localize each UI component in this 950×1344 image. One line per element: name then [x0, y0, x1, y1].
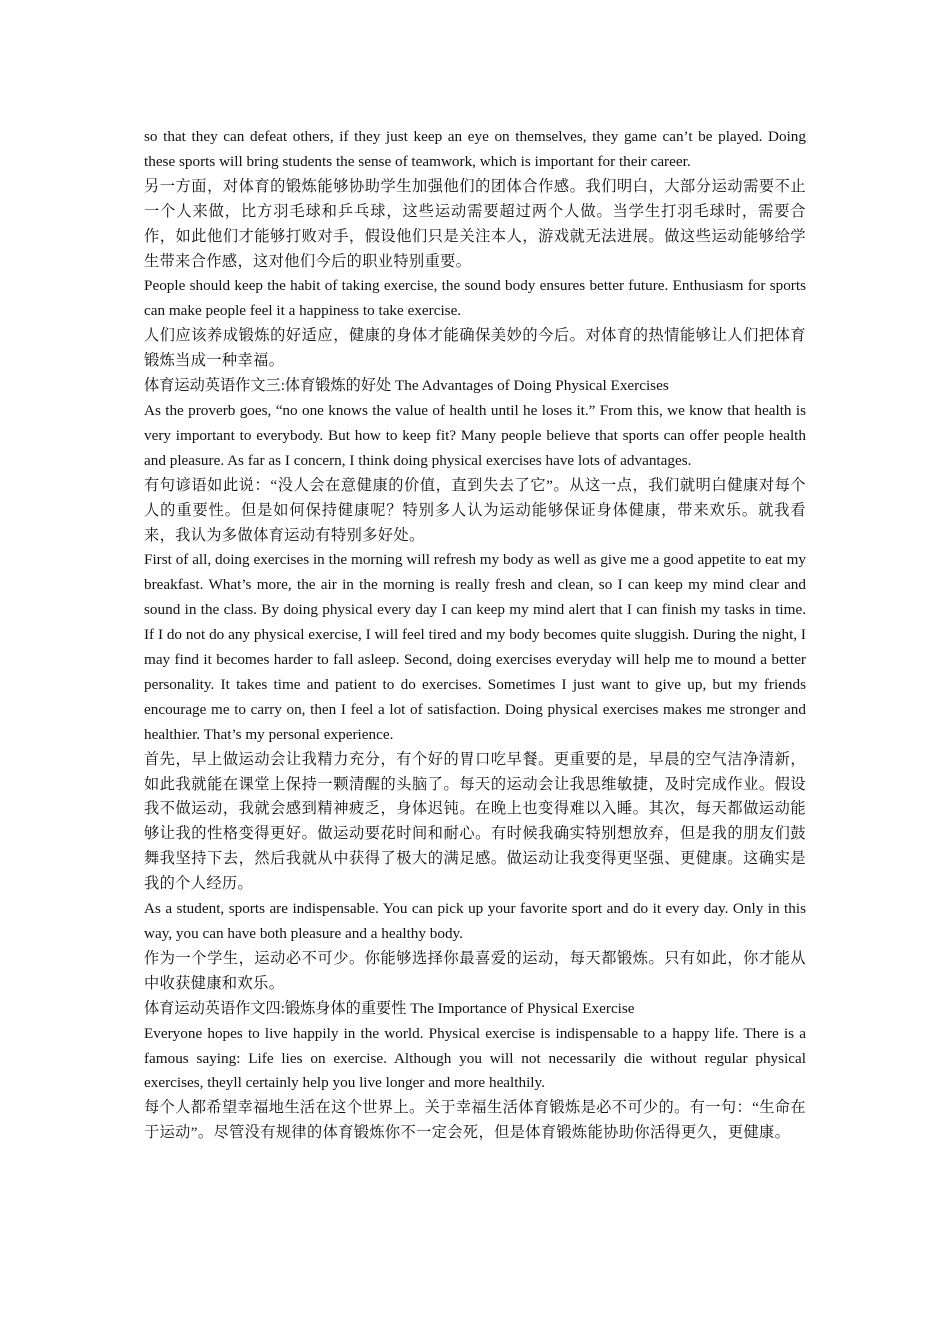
paragraph-habit-en: People should keep the habit of taking exercise, the sound body ensures better future. Enthusiasm for sports can make people feel it a happiness to take exercise. — [144, 277, 806, 320]
document-page — [144, 125, 806, 1146]
paragraph-first-of-all-zh: 首先，早上做运动会让我精力充分，有个好的胃口吃早餐。更重要的是，早晨的空气洁净清新，如此我就能在课堂上保持一颗清醒的头脑了。每天的运动会让我思维敏捷，及时完成作业。假设我不做运动，我就会感到精神疲乏，身体迟钝。在晚上也变得难以入睡。其次，每天都做运动能够让我的性格变得更好。做运动要花时间和耐心。有时候我确实特别想放弃，但是我的朋友们鼓舞我坚持下去，然后我就从中获得了极大的满足感。做运动让我变得更坚强、更健康。这确实是我的个人经历。 — [144, 750, 806, 893]
paragraph-happy-life-en: Everyone hopes to live happily in the world. Physical exercise is indispensable to a happy life. There is a famous saying: Life lies on exercise. Although you will not necessarily die without regular physical exercises, theyll certainly help you live longer and more healthily. — [144, 1024, 806, 1092]
paragraph-teamwork-zh: 另一方面，对体育的锻炼能够协助学生加强他们的团体合作感。我们明白，大部分运动需要不止一个人来做，比方羽毛球和乒乓球，这些运动需要超过两个人做。当学生打羽毛球时，需要合作，如此他们才能够打败对手，假设他们只是关注本人，游戏就无法进展。做这些运动能够给学生带来合作感，这对他们今后的职业特别重要。 — [144, 177, 806, 270]
paragraph-habit-zh: 人们应该养成锻炼的好适应，健康的身体才能确保美妙的今后。对体育的热情能够让人们把体育锻炼当成一种幸福。 — [144, 327, 806, 370]
paragraph-teamwork-en: so that they can defeat others, if they just keep an eye on themselves, they game can’t be played. Doing these sports will bring students the sense of teamwork, which is important for their career. — [144, 128, 806, 170]
paragraph-student-zh: 作为一个学生，运动必不可少。你能够选择你最喜爱的运动，每天都锻炼。只有如此，你才能从中收获健康和欢乐。 — [144, 949, 806, 992]
paragraph-happy-life-zh: 每个人都希望幸福地生活在这个世界上。关于幸福生活体育锻炼是必不可少的。有一句：“生命在于运动”。尽管没有规律的体育锻炼你不一定会死，但是体育锻炼能协助你活得更久，更健康。 — [144, 1099, 806, 1142]
paragraph-proverb-en: As the proverb goes, “no one knows the value of health until he loses it.” From this, we know that health is very important to everybody. But how to keep fit? Many people believe that sports can offer people health and pleasure. As far as I concern, I think doing physical exercises have lots of advantages. — [144, 401, 806, 469]
paragraph-student-en: As a student, sports are indispensable. You can pick up your favorite sport and do it every day. Only in this way, you can have both pleasure and a healthy body. — [144, 900, 806, 942]
paragraph-proverb-zh: 有句谚语如此说：“没人会在意健康的价值，直到失去了它”。从这一点，我们就明白健康对每个人的重要性。但是如何保持健康呢？特别多人认为运动能够保证身体健康，带来欢乐。就我看来，我认为多做体育运动有特别多好处。 — [144, 476, 806, 544]
paragraph-first-of-all-en: First of all, doing exercises in the morning will refresh my body as well as give me a good appetite to eat my breakfast. What’s more, the air in the morning is really fresh and clean, so I can keep my mind clear and sound in the class. By doing physical every day I can keep my mind alert that I can finish my tasks in time. If I do not do any physical exercise, I will feel tired and my body becomes quite sluggish. During the night, I may find it becomes harder to fall asleep. Second, doing exercises everyday will help me to mound a better personality. It takes time and patient to do exercises. Sometimes I just want to give up, but my friends encourage me to carry on, then I feel a lot of satisfaction. Doing physical exercises makes me stronger and healthier. That’s my personal experience. — [144, 551, 806, 743]
essay-three-heading: 体育运动英语作文三:体育锻炼的好处 The Advantages of Doing Physical Exercises — [144, 377, 669, 395]
essay-four-heading: 体育运动英语作文四:锻炼身体的重要性 The Importance of Physical Exercise — [144, 999, 635, 1017]
